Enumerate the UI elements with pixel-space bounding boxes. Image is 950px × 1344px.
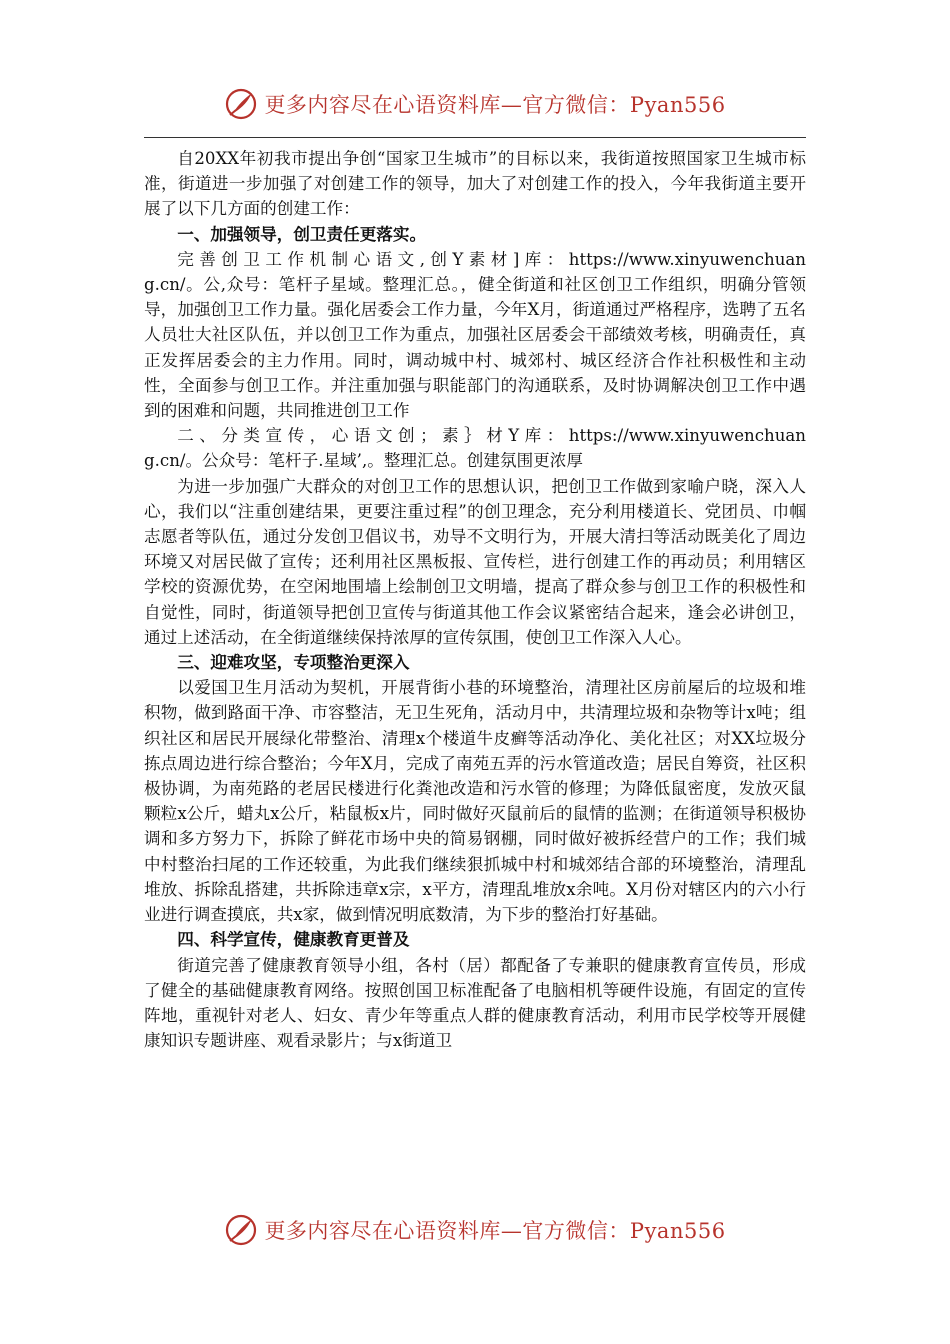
body-paragraph: 完 善 创 卫 工 作 机 制 心 语 文 , 创 Y 素 材 ] 库 ： https://www.xinyuwenchuang.cn/。公,众号：笔杆子星域。整理汇总。，健全街道和社区创卫工作组织，明确分管领导，加强创卫工作力量。强化居委会工作力量，今年X月，街道通过严格程序，选聘了五名人员壮大社区队伍，并以创卫工作为重点，加强社区居委会干部绩效考核，明确责任，真正发挥居委会的主力作用。同时，调动城中村、城郊村、城区经济合作社积极性和主动性，全面参与创卫工作。并注重加强与职能部门的沟通联系，及时协调解决创卫工作中遇到的困难和问题，共同推进创卫工作: [144, 249, 806, 421]
footer-banner: [0, 1206, 950, 1254]
body-paragraph: 街道完善了健康教育领导小组，各村（居）都配备了专兼职的健康教育宣传员，形成了健全的基础健康教育网络。按照创国卫标准配备了电脑相机等硬件设施，有固定的宣传阵地，重视针对老人、妇女、青少年等重点人群的健康教育活动，利用市民学校等开展健康知识专题讲座、观看录影片；与x街道卫: [144, 955, 806, 1051]
body-paragraph: 自20XX年初我市提出争创“国家卫生城市”的目标以来，我街道按照国家卫生城市标准，街道进一步加强了对创建工作的领导，加大了对创建工作的投入，今年我街道主要开展了以下几方面的创建工作：: [144, 149, 806, 219]
section-heading: 三、迎难攻坚，专项整治更深入: [177, 653, 410, 673]
quill-logo-icon: [224, 1213, 258, 1247]
header-banner: [0, 80, 950, 128]
document-body: [144, 146, 806, 1053]
body-paragraph: 为进一步加强广大群众的对创卫工作的思想认识，把创卫工作做到家喻户晓，深入人心，我们以“注重创建结果，更要注重过程”的创卫理念，充分利用楼道长、党团员、巾帼志愿者等队伍，通过分发创卫倡议书，劝导不文明行为，开展大清扫等活动既美化了周边环境又对居民做了宣传；还利用社区黑板报、宣传栏，进行创建工作的再动员；利用辖区学校的资源优势，在空闲地围墙上绘制创卫文明墙，提高了群众参与创卫工作的积极性和自觉性，同时，街道领导把创卫宣传与街道其他工作会议紧密结合起来，逢会必讲创卫，通过上述活动，在全街道继续保持浓厚的宣传氛围，使创卫工作深入人心。: [144, 476, 806, 647]
section-heading: 四、科学宣传，健康教育更普及: [177, 930, 410, 950]
header-divider: [144, 137, 806, 138]
quill-logo-icon: [224, 87, 258, 121]
section-heading: 一、加强领导，创卫责任更落实。: [177, 224, 427, 244]
body-paragraph: 以爱国卫生月活动为契机，开展背街小巷的环境整治，清理社区房前屋后的垃圾和堆积物，做到路面干净、市容整洁，无卫生死角，活动月中，共清理垃圾和杂物等计x吨；组织社区和居民开展绿化带整治、清理x个楼道牛皮癣等活动净化、美化社区；对XX垃圾分拣点周边进行综合整治；今年X月，完成了南苑五弄的污水管道改造；居民自筹资，社区积极协调，为南苑路的老居民楼进行化粪池改造和污水管的修理；为降低鼠密度，发放灭鼠颗粒x公斤，蜡丸x公斤，粘鼠板x片，同时做好灭鼠前后的鼠情的监测；在街道领导积极协调和多方努力下，拆除了鲜花市场中央的简易钢棚，同时做好被拆经营户的工作；我们城中村整治扫尾的工作还较重，为此我们继续狠抓城中村和城郊结合部的环境整治，清理乱堆放、拆除乱搭建，共拆除违章x宗，x平方，清理乱堆放x余吨。X月份对辖区内的六小行业进行调查摸底，共x家，做到情况明底数清，为下步的整治打好基础。: [144, 678, 806, 925]
body-paragraph: 二 、 分 类 宣 传 ， 心 语 文 创 ； 素 ｝ 材 Y 库 ： https://www.xinyuwenchuang.cn/。公众号：笔杆子.星域’,。整理汇总。创建氛围更浓厚: [144, 426, 806, 471]
banner-text: 更多内容尽在心语资料库—官方微信：Pyan556: [264, 93, 726, 117]
banner-text: 更多内容尽在心语资料库—官方微信：Pyan556: [264, 1219, 726, 1243]
